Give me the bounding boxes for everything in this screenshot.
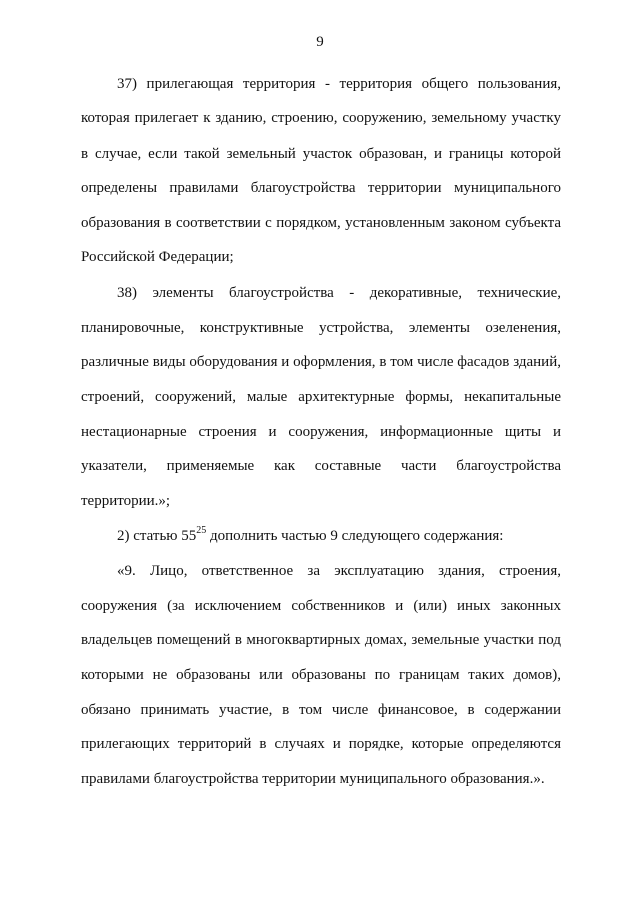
item-37-line-4: определены правилами благоустройства территории муниципального xyxy=(81,180,561,196)
part-9-line-7: правилами благоустройства территории муниципального образования.». xyxy=(81,771,545,787)
item-37-line-3: в случае, если такой земельный участок образован, и границы которой xyxy=(81,146,561,162)
item-38-line-4: строений, сооружений, малые архитектурные формы, некапитальные xyxy=(81,389,561,405)
item-2-instruction xyxy=(117,526,561,546)
part-9-line-4: которыми не образованы или образованы по границам таких домов), xyxy=(81,667,561,683)
item-2-prefix: 2) статью 55 xyxy=(117,528,197,544)
item-38-line-3: различные виды оборудования и оформления, в том числе фасадов зданий, xyxy=(81,354,561,370)
article-superscript: 25 xyxy=(196,525,207,536)
item-38-line-2: планировочные, конструктивные устройства, элементы озеленения, xyxy=(81,320,561,336)
item-38-line-1: 38) элементы благоустройства - декоративные, технические, xyxy=(117,285,561,301)
item-38-line-7: территории.»; xyxy=(81,493,171,509)
part-9-line-3: владельцев помещений в многоквартирных домах, земельные участки под xyxy=(81,632,561,648)
part-9-line-2: сооружения (за исключением собственников и (или) иных законных xyxy=(81,598,561,614)
part-9-line-6: прилегающих территорий в случаях и порядке, которые определяются xyxy=(81,736,561,752)
item-37-line-1: 37) прилегающая территория - территория общего пользования, xyxy=(117,76,561,92)
part-9-line-5: обязано принимать участие, в том числе финансовое, в содержании xyxy=(81,702,561,718)
item-38-line-6: указатели, применяемые как составные части благоустройства xyxy=(81,458,561,474)
item-2-suffix: дополнить частью 9 следующего содержания: xyxy=(206,528,504,544)
page-number: 9 xyxy=(316,34,324,50)
part-9-line-1: «9. Лицо, ответственное за эксплуатацию здания, строения, xyxy=(117,563,561,579)
item-37-line-5: образования в соответствии с порядком, установленным законом субъекта xyxy=(81,215,561,231)
item-37-line-2: которая прилегает к зданию, строению, сооружению, земельному участку xyxy=(81,110,561,126)
item-38-line-5: нестационарные строения и сооружения, информационные щиты и xyxy=(81,424,561,440)
item-37-line-6: Российской Федерации; xyxy=(81,249,234,265)
